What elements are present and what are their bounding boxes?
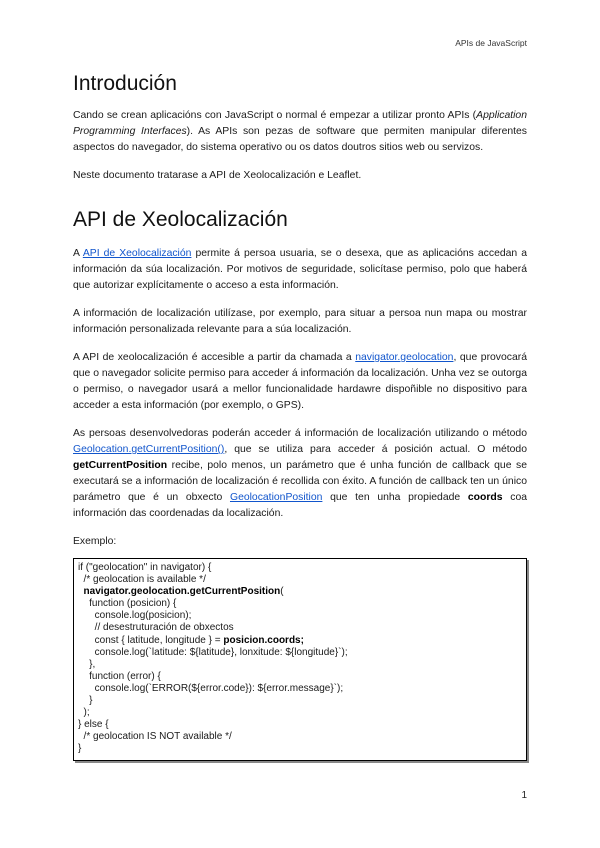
code-line: console.log(`latitude: ${latitude}, lonxitude: ${longitude}`); <box>78 646 348 658</box>
text-span: que ten unha propiedade <box>322 492 468 503</box>
code-line: /* geolocation IS NOT available */ <box>78 731 232 743</box>
text-span: Cando se crean aplicacións con JavaScript o normal é empezar a utilizar pronto APIs ( <box>73 110 477 121</box>
code-example-box <box>73 558 527 761</box>
geolocationposition-link[interactable]: GeolocationPosition <box>229 492 323 503</box>
geo-paragraph-navigator <box>73 350 527 414</box>
code-line: // desestruturación de obxectos <box>78 622 234 634</box>
intro-paragraph-document-scope: Neste documento tratarase a API de Xeolocalización e Leaflet. <box>73 170 362 181</box>
getcurrentposition-link[interactable]: Geolocation.getCurrentPosition() <box>73 444 225 455</box>
geo-paragraph-permission <box>73 246 527 294</box>
code-span: ( <box>280 586 284 598</box>
page-number: 1 <box>521 790 527 801</box>
section-heading-geolocation: API de Xeolocalización <box>73 208 288 231</box>
code-line <box>78 586 522 598</box>
text-span: permite á persoa usuaria, se o desexa, que as aplicacións accedan a información da súa localización. Por motivos de seguridade, solicítase permiso, polo que haberá que autorizar explícitamente o acceso a esta información. <box>73 248 528 291</box>
code-line: } else { <box>78 719 109 731</box>
geo-paragraph-usage: A información de localización utilízase, por exemplo, para situar a persoa nun mapa ou mostrar información personalizada relevante para a súa localización. <box>73 308 527 335</box>
code-line: if ("geolocation" in navigator) { <box>78 562 212 573</box>
code-line: function (error) { <box>78 670 161 682</box>
code-bold: navigator.geolocation.getCurrentPosition <box>78 586 281 598</box>
bold-term: getCurrentPosition <box>73 460 168 471</box>
page-content <box>73 70 527 761</box>
geolocation-api-link[interactable]: API de Xeolocalización <box>82 248 192 259</box>
text-span: , que se utiliza para acceder á posición actual. O método <box>224 444 527 455</box>
geo-paragraph-getcurrentposition <box>73 426 527 522</box>
text-span: A <box>73 248 83 259</box>
example-label: Exemplo: <box>73 536 117 547</box>
intro-paragraph-apis <box>73 108 527 156</box>
code-line: } <box>78 743 82 755</box>
navigator-geolocation-link[interactable]: navigator.geolocation <box>355 352 454 363</box>
code-line: console.log(posicion); <box>78 610 192 622</box>
code-line: } <box>78 695 93 707</box>
italic-term: Application Programming Interfaces <box>73 110 527 137</box>
code-bold: posicion.coords; <box>223 634 304 646</box>
code-line: ); <box>78 707 90 719</box>
running-header: APIs de JavaScript <box>455 38 527 48</box>
text-span: ). As APIs son pezas de software que permiten manipular diferentes aspectos do navegador, do sistema operativo ou os datos doutros sitios web ou servizos. <box>73 126 527 153</box>
code-line: }, <box>78 658 96 670</box>
code-line: function (posicion) { <box>78 598 177 610</box>
text-span: coa información das coordenadas da localización. <box>73 492 527 519</box>
code-line: console.log(`ERROR(${error.code}): ${error.message}`); <box>78 682 344 694</box>
text-span: recibe, polo menos, un parámetro que é unha función de callback que se executará se a información de localización é recollida con éxito. A función de callback ten un único parámetro que é un obxecto <box>73 460 527 503</box>
code-line: /* geolocation is available */ <box>78 574 206 586</box>
section-heading-introducion: Introdución <box>73 72 177 95</box>
code-line <box>78 635 522 647</box>
code-span: const { latitude, longitude } = <box>78 634 224 646</box>
bold-term: coords <box>467 492 503 503</box>
text-span: As persoas desenvolvedoras poderán acceder á información de localización utilizando o método <box>73 428 527 439</box>
text-span: A API de xeolocalización é accesible a partir da chamada a <box>73 352 356 363</box>
text-span: , que provocará que o navegador solicite permiso para acceder á información da localización. Unha vez se outorga o permiso, o navegador usará a mellor funcionalidade hardawre dispoñible no dispositivo para acceder a esta información (por exemplo, o GPS). <box>73 352 527 411</box>
